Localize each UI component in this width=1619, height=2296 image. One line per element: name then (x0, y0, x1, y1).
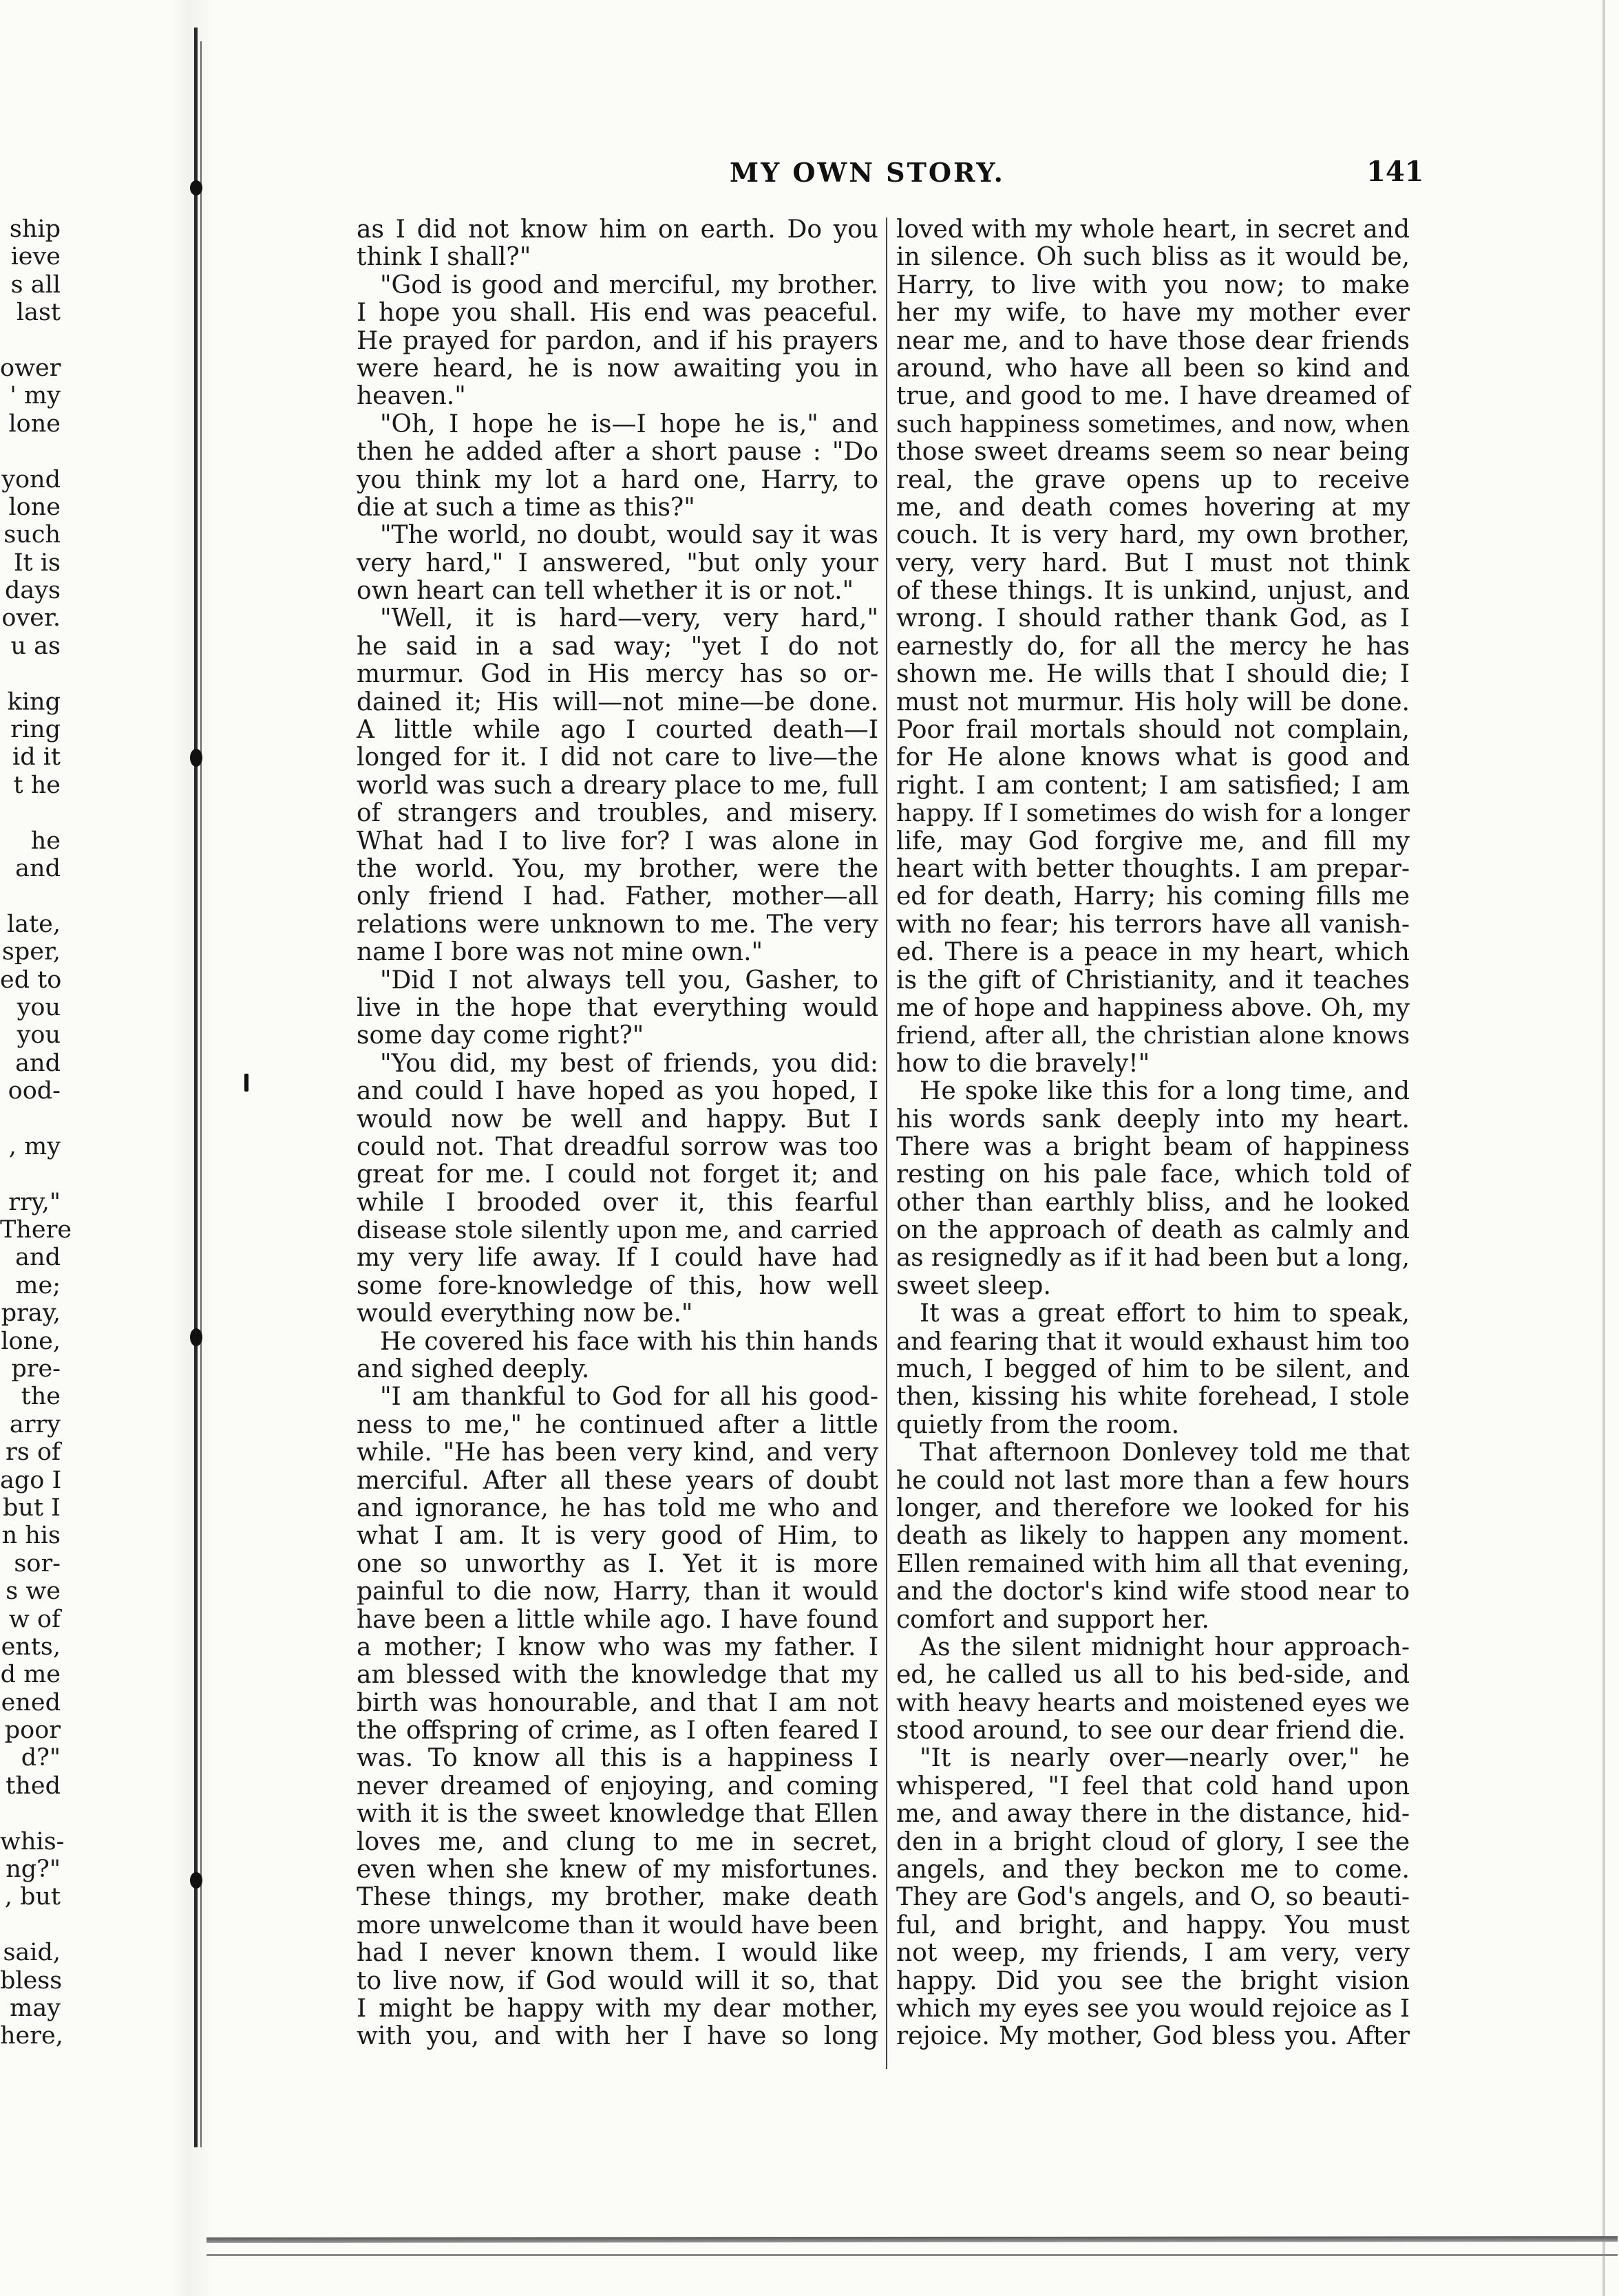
text-line: name I bore was not mine own." (357, 938, 763, 967)
fragment-line: rry," (8, 1188, 61, 1216)
text-line: were heard, he is now awaiting you in (357, 354, 878, 383)
fragment-line: ieve (10, 243, 61, 271)
text-column-right (896, 216, 1410, 2051)
text-line: with no fear; his terrors have all vanish- (896, 910, 1410, 939)
fragment-line: lone (8, 493, 61, 521)
fragment-line: and (15, 854, 61, 882)
text-line: me, and death comes hovering at my (896, 493, 1410, 522)
text-line: ed for death, Harry; his coming fills me (896, 882, 1410, 911)
fragment-line: ng?" (6, 1856, 61, 1884)
text-line: was. To know all this is a happiness I (357, 1744, 878, 1773)
fragment-line (0, 438, 61, 465)
text-line: They are God's angels, and O, so beauti- (896, 1883, 1410, 1912)
fragment-line: and (15, 1049, 61, 1077)
fragment-line: days (4, 577, 61, 605)
text-line: as resignedly as if it had been but a long, (896, 1244, 1410, 1273)
text-line: as I did not know him on earth. Do you (357, 215, 878, 244)
fragment-line: , but (4, 1883, 61, 1911)
binding-shadow (172, 0, 213, 2296)
text-line: while I brooded over it, this fearful (357, 1188, 878, 1217)
text-line: think I shall?" (357, 243, 531, 272)
text-line: the offspring of crime, as I often feared I (357, 1716, 878, 1745)
text-line: wrong. I should rather thank God, as I (896, 604, 1410, 633)
text-line: other than earthly bliss, and he looked (896, 1188, 1410, 1217)
text-line: heaven." (357, 382, 466, 411)
fragment-line: ened (1, 1688, 61, 1716)
text-line: had I never known them. I would like (357, 1939, 878, 1968)
text-line: Ellen remained with him all that evening, (896, 1549, 1410, 1578)
fragment-line: s all (10, 270, 61, 299)
fragment-line: d?" (21, 1744, 61, 1772)
text-line: That afternoon Donlevey told me that (920, 1438, 1410, 1467)
fragment-line: the (21, 1383, 61, 1411)
text-line: comfort and support her. (896, 1605, 1209, 1634)
fragment-line: rs of (6, 1438, 61, 1467)
fragment-line: , my (8, 1132, 61, 1160)
text-line: Poor frail mortals should not complain, (896, 716, 1410, 745)
text-line: He covered his face with his thin hands (380, 1327, 878, 1356)
text-line: disease stole silently upon me, and carried (357, 1217, 878, 1245)
text-line: some day come right?" (357, 1021, 644, 1050)
text-line: never dreamed of enjoying, and coming (357, 1772, 878, 1800)
text-line: There was a bright beam of happiness (896, 1132, 1410, 1161)
fragment-line: ring (10, 716, 61, 744)
text-line: merciful. After all these years of doubt (357, 1466, 878, 1495)
ink-mark (244, 1074, 248, 1092)
fragment-line: ship (9, 215, 61, 243)
text-line: ful, and bright, and happy. You must (896, 1911, 1410, 1939)
text-line: rejoice. My mother, God bless you. After (896, 2022, 1410, 2051)
fragment-line: late, (7, 910, 61, 938)
text-line: with it is the sweet knowledge that Ellen (357, 1800, 878, 1829)
fragment-line: last (16, 299, 61, 327)
fragment-line: such (3, 521, 61, 549)
text-line: ed, he called us all to his bed-side, and (896, 1661, 1410, 1690)
text-line: painful to die now, Harry, than it would (357, 1577, 878, 1606)
page-number: 141 (1366, 156, 1424, 188)
page-bottom-edge-secondary (207, 2254, 1618, 2256)
ink-blot (190, 1328, 202, 1346)
fragment-line: may (10, 1995, 61, 2022)
fragment-line: poor (4, 1716, 61, 1745)
text-line: happy. If I sometimes do wish for a longer (896, 800, 1410, 828)
fragment-line: you (17, 1021, 61, 1050)
text-line: much, I begged of him to be silent, and (896, 1355, 1410, 1384)
text-line: A little while ago I courted death—I (357, 716, 878, 745)
fragment-line (0, 1160, 61, 1188)
text-line: his words sank deeply into my heart. (896, 1105, 1410, 1134)
text-line: I hope you shall. His end was peaceful. (357, 299, 878, 328)
text-line: "God is good and merciful, my brother. (380, 270, 878, 299)
binding-edge-line-secondary (200, 41, 202, 2147)
text-line: very, very hard. But I must not think (896, 549, 1410, 577)
text-line: one so unworthy as I. Yet it is more (357, 1549, 878, 1578)
text-line: sweet sleep. (896, 1271, 1051, 1300)
text-line: with heavy hearts and moistened eyes we (896, 1688, 1410, 1717)
text-line: death as likely to happen any moment. (896, 1522, 1410, 1551)
ink-blot (190, 1872, 202, 1889)
text-line: stood around, to see our dear friend die. (896, 1716, 1406, 1745)
text-line: me of hope and happiness above. Oh, my (896, 993, 1410, 1022)
text-line: what I am. It is very good of Him, to (357, 1522, 878, 1551)
text-line: whispered, "I feel that cold hand upon (896, 1772, 1410, 1800)
fragment-line (0, 660, 61, 688)
text-line: right. I am content; I am satisfied; I am (896, 771, 1410, 800)
text-line: longed for it. I did not care to live—the (357, 743, 878, 772)
fragment-line: here, (0, 2022, 63, 2050)
text-line: then, kissing his white forehead, I stole (896, 1383, 1410, 1412)
fragment-line: n his (1, 1522, 61, 1550)
text-line: he could not last more than a few hours (896, 1466, 1410, 1495)
column-divider (886, 217, 887, 2069)
text-line: own heart can tell whether it is or not." (357, 577, 854, 606)
fragment-line: king (7, 688, 61, 716)
fragment-line: he (30, 827, 61, 855)
text-line: near me, and to have those dear friends (896, 326, 1410, 355)
text-line: some fore-knowledge of this, how well (357, 1271, 878, 1300)
text-line: world was such a dreary place to me, full (357, 771, 878, 800)
fragment-line: you (17, 993, 61, 1021)
fragment-line: u as (10, 632, 61, 660)
text-line: "You did, my best of friends, you did: (380, 1049, 878, 1078)
text-line: ness to me," he continued after a little (357, 1410, 878, 1439)
text-line: shown me. He wills that I should die; I (896, 660, 1410, 689)
text-line: den in a bright cloud of glory, I see the (896, 1827, 1410, 1856)
page-right-edge (1602, 0, 1605, 2296)
text-line: and the doctor's kind wife stood near to (896, 1577, 1410, 1606)
text-line: not weep, my friends, I am very, very (896, 1939, 1410, 1968)
text-line: have been a little while ago. I have found (357, 1605, 878, 1634)
text-line: then he added after a short pause : "Do (357, 438, 878, 467)
text-line: those sweet dreams seem so near being (896, 438, 1410, 467)
text-line: He prayed for pardon, and if his prayers (357, 326, 878, 355)
text-line: ed. There is a peace in my heart, which (896, 938, 1410, 967)
fragment-line (0, 1911, 61, 1939)
fragment-line: thed (6, 1772, 61, 1800)
text-line: you think my lot a hard one, Harry, to (357, 465, 878, 494)
text-line: longer, and therefore we looked for his (896, 1494, 1410, 1522)
text-line: Harry, to live with you now; to make (896, 270, 1410, 299)
text-line: and sighed deeply. (357, 1355, 590, 1384)
fragment-line: arry (9, 1410, 61, 1438)
fragment-line: s we (6, 1577, 61, 1606)
fragment-line: bless (0, 1966, 63, 1995)
text-line: while. "He has been very kind, and very (357, 1438, 878, 1467)
text-line: birth was honourable, and that I am not (357, 1688, 878, 1717)
fragment-line: said, (3, 1939, 61, 1967)
fragment-line: id it (12, 743, 61, 772)
fragment-line: but I (3, 1494, 61, 1522)
previous-page-fragments (0, 215, 72, 2050)
fragment-line: whis- (0, 1827, 65, 1856)
text-line: more unwelcome than it would have been (357, 1911, 878, 1939)
text-line: dained it; His will—not mine—be done. (357, 688, 878, 716)
text-line: around, who have all been so kind and (896, 354, 1410, 383)
ink-blot (190, 749, 202, 767)
text-line: These things, my brother, make death (357, 1883, 878, 1912)
text-line: the world. You, my brother, were the (357, 854, 878, 883)
page-bottom-edge (207, 2236, 1618, 2243)
text-line: and ignorance, he has told me who and (357, 1494, 878, 1522)
text-line: great for me. I could not forget it; and (357, 1160, 878, 1189)
text-line: my very life away. If I could have had (357, 1244, 878, 1273)
text-line: "Oh, I hope he is—I hope he is," and (380, 410, 878, 438)
text-line: with you, and with her I have so long (357, 2022, 878, 2051)
text-line: He spoke like this for a long time, and (920, 1077, 1410, 1106)
ink-blot (190, 180, 202, 195)
text-line: on the approach of death as calmly and (896, 1216, 1410, 1245)
fragment-line: ower (0, 354, 61, 382)
text-line: a mother; I know who was my father. I (357, 1633, 878, 1661)
text-line: resting on his pale face, which told of (896, 1160, 1410, 1189)
fragment-line: ed to (0, 966, 62, 994)
text-line: and fearing that it would exhaust him too (896, 1327, 1410, 1356)
text-line: loves me, and clung to me in secret, (357, 1827, 878, 1856)
fragment-line: pray, (1, 1299, 61, 1328)
text-line: of strangers and troubles, and misery. (357, 799, 878, 828)
fragment-line: sper, (1, 938, 61, 966)
text-line: What had I to live for? I was alone in (357, 827, 878, 855)
text-line: for He alone knows what is good and (896, 743, 1410, 772)
fragment-line: It is (13, 549, 61, 577)
fragment-line (0, 1105, 61, 1133)
text-line: only friend I had. Father, mother—all (357, 882, 878, 911)
fragment-line: ents, (1, 1633, 61, 1661)
fragment-line: ood- (8, 1077, 61, 1105)
fragment-line: sor- (14, 1549, 61, 1577)
text-line: couch. It is very hard, my own brother, (896, 521, 1410, 550)
text-line: of these things. It is unkind, unjust, and (896, 577, 1410, 606)
fragment-line: w of (8, 1605, 61, 1633)
text-line: heart with better thoughts. I am prepar- (896, 854, 1410, 883)
text-line: happy. Did you see the bright vision (896, 1966, 1410, 1995)
text-line: quietly from the room. (896, 1410, 1180, 1439)
fragment-line: lone (8, 410, 61, 438)
text-line: loved with my whole heart, in secret and (896, 215, 1410, 244)
running-title: MY OWN STORY. (730, 157, 1005, 188)
text-line: It was a great effort to him to speak, (920, 1299, 1410, 1328)
fragment-line: over. (1, 604, 61, 633)
text-line: would now be well and happy. But I (357, 1105, 878, 1134)
text-line: "The world, no doubt, would say it was (380, 521, 878, 550)
text-line: and could I have hoped as you hoped, I (357, 1077, 878, 1106)
fragment-line: and (15, 1244, 61, 1272)
text-line: "Well, it is hard—very, very hard," (380, 604, 878, 633)
text-line: friend, after all, the christian alone knows (896, 1022, 1410, 1050)
text-line: me, and away there in the distance, hid- (896, 1800, 1410, 1829)
text-line: her my wife, to have my mother ever (896, 299, 1410, 328)
text-line: very hard," I answered, "but only your (357, 549, 878, 577)
fragment-line (0, 1800, 61, 1827)
fragment-line: lone, (1, 1327, 61, 1355)
fragment-line: ago I (0, 1466, 62, 1494)
fragment-line: yond (1, 465, 61, 493)
text-line: even when she knew of my misfortunes. (357, 1856, 878, 1884)
text-line: relations were unknown to me. The very (357, 910, 878, 939)
text-line: life, may God forgive me, and fill my (896, 827, 1410, 855)
fragment-line: There (0, 1216, 72, 1244)
text-line: live in the hope that everything would (357, 993, 878, 1022)
fragment-line: ' my (10, 382, 61, 410)
text-line: could not. That dreadful sorrow was too (357, 1132, 878, 1161)
text-line: angels, and they beckon me to come. (896, 1856, 1410, 1884)
text-line: I might be happy with my dear mother, (357, 1995, 878, 2023)
text-line: die at such a time as this?" (357, 493, 695, 522)
text-line: earnestly do, for all the mercy he has (896, 632, 1410, 661)
text-line: to live now, if God would will it so, that (357, 1966, 878, 1995)
text-line: "It is nearly over—nearly over," he (920, 1744, 1410, 1773)
fragment-line: d me (0, 1661, 61, 1689)
text-line: in silence. Oh such bliss as it would be, (896, 243, 1410, 272)
text-line: he said in a sad way; "yet I do not (357, 632, 878, 661)
text-line: murmur. God in His mercy has so or- (357, 660, 878, 689)
binding-edge-line (194, 28, 198, 2147)
fragment-line: pre- (11, 1355, 61, 1383)
text-line: am blessed with the knowledge that my (357, 1661, 878, 1690)
text-line: how to die bravely!" (896, 1049, 1150, 1078)
text-line: As the silent midnight hour approach- (920, 1633, 1410, 1661)
fragment-line: t he (13, 771, 61, 799)
fragment-line (0, 327, 61, 354)
text-line: "Did I not always tell you, Gasher, to (380, 966, 878, 995)
text-line: real, the grave opens up to receive (896, 465, 1410, 494)
text-line: such happiness sometimes, and now, when (896, 410, 1410, 438)
text-column-left (357, 216, 878, 2051)
fragment-line: me; (15, 1271, 61, 1299)
text-line: would everything now be." (357, 1299, 693, 1328)
text-line: which my eyes see you would rejoice as I (896, 1995, 1410, 2023)
text-line: "I am thankful to God for all his good- (380, 1383, 878, 1412)
text-line: true, and good to me. I have dreamed of (896, 382, 1410, 411)
fragment-line (0, 799, 61, 827)
text-line: is the gift of Christianity, and it teaches (896, 966, 1410, 995)
fragment-line (0, 882, 61, 910)
text-line: must not murmur. His holy will be done. (896, 688, 1410, 716)
